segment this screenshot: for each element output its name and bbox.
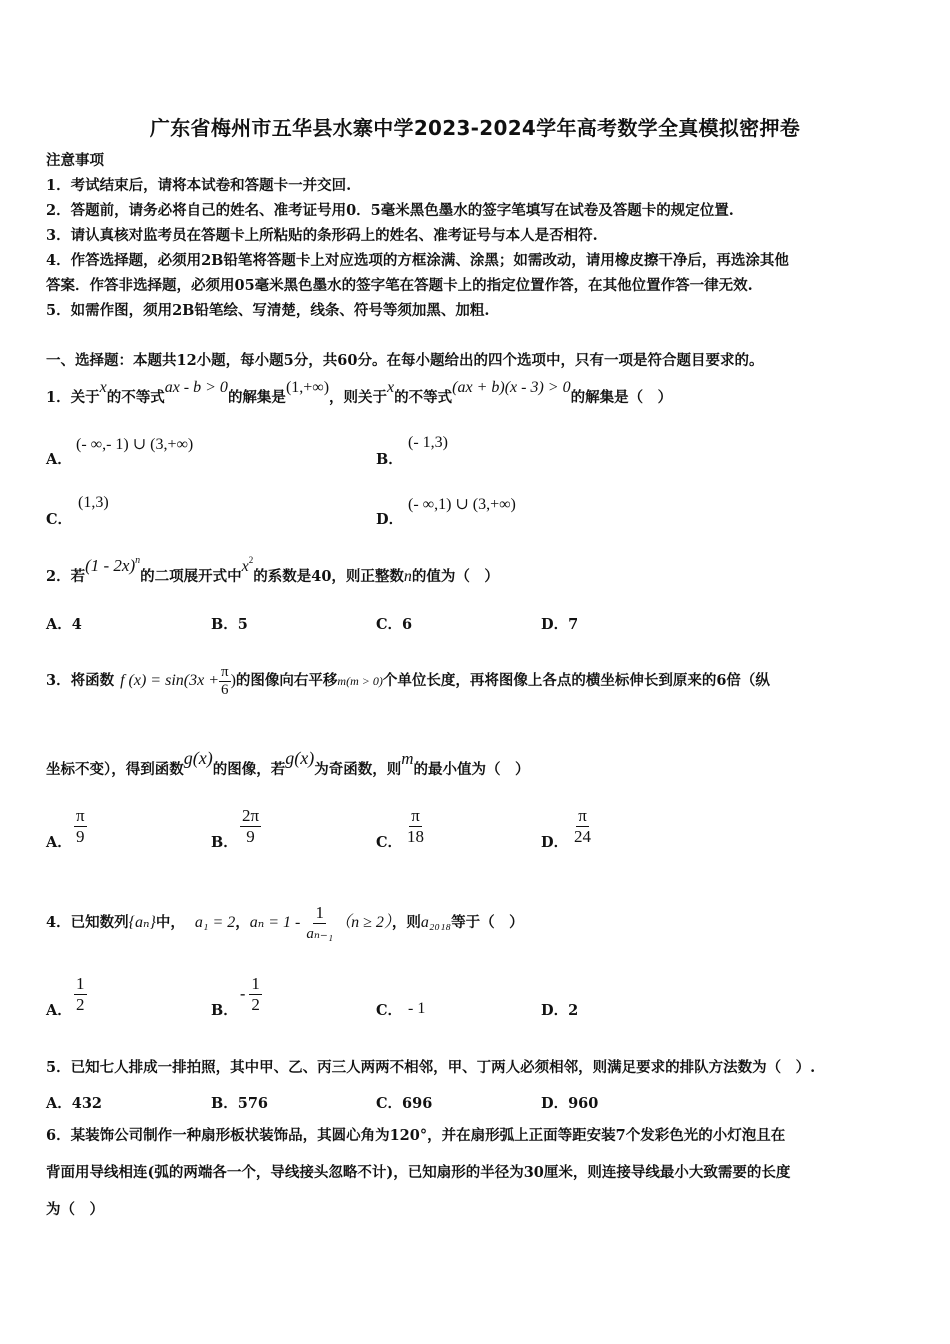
q4-condition: （n ≥ 2） [335,914,392,931]
question-3-stem-line-2 [46,748,530,780]
q3-text-7: 的最小值为（ ） [413,761,530,778]
question-3-stem-line-1 [46,660,770,702]
q3-option-d-value [572,806,593,847]
q4-option-d[interactable]: D．2 [541,1002,579,1019]
q1-inequality-1: ax - b > 0 [164,379,228,396]
q3-option-c-label[interactable]: C． [376,834,403,851]
q4-text-1: 4．已知数列 [46,914,129,931]
q2-option-d[interactable]: D．7 [541,616,579,633]
q4-text-4: 等于（ ） [451,914,524,931]
q3-option-c-value [405,806,426,847]
q3-text-2: 的图像向右平移 [235,672,338,689]
q3-pi-over-6 [219,664,231,699]
q3-b-num: 2π [242,806,260,825]
q4-a2018: a₂₀₁₈ [420,914,452,931]
q4-option-b-value [240,974,262,1015]
q4-recurrence: aₙ = 1 - [249,914,301,931]
q1-var-x-2: x [387,379,395,396]
q2-option-a[interactable]: A．4 [46,616,82,633]
section-heading: 一、选择题：本题共12小题，每小题5分，共60分。在每小题给出的四个选项中，只有一项是符合题目要求的。 [46,352,764,369]
q1-option-a-value: (- ∞,- 1) ∪ (3,+∞) [76,436,194,453]
q4-a-den: 2 [76,995,85,1014]
q3-a-den: 9 [76,827,85,846]
question-2-stem [46,555,499,589]
q1-option-b-value: (- 1,3) [408,434,448,451]
q1-text-6: 的解集是（ ） [570,389,673,406]
q2-term-exponent: 2 [248,555,254,565]
q5-option-d[interactable]: D．960 [541,1095,599,1112]
q4-frac-den: aₙ₋₁ [306,925,334,942]
q1-text-1: 1．关于 [46,389,100,406]
q3-option-b-value [240,806,261,847]
q3-option-a-label[interactable]: A． [46,834,72,851]
q3-text-5: 的图像，若 [212,761,286,778]
q3-c-den: 18 [407,827,424,846]
q4-a-num: 1 [76,974,85,993]
notice-item-3: 3．请认真核对监考员在答题卡上所粘贴的条形码上的姓名、准考证号与本人是否相符. [46,227,598,244]
q4-text-2: 中， [155,914,185,931]
q3-var-m: m [401,749,414,768]
notice-item-4-cont: 答案．作答非选择题，必须用05毫米黑色墨水的签字笔在答题卡上的指定位置作答，在其他位置作答一律无效. [46,277,753,294]
q1-text-3: 的解集是 [227,389,286,406]
q4-option-b-label[interactable]: B． [211,1002,238,1019]
q3-shift: m(m > 0) [337,674,383,688]
q1-text-4: ，则关于 [329,389,388,406]
q1-solution-set: (1,+∞) [285,379,330,396]
q3-option-b-label[interactable]: B． [211,834,238,851]
q1-option-c-label[interactable]: C． [46,511,73,528]
q4-a1: a₁ = 2 [194,914,236,931]
q4-option-c-value: - 1 [408,1000,426,1017]
q4-frac-num: 1 [315,902,324,922]
q3-text-4: 坐标不变），得到函数 [46,761,184,778]
question-6-line-3: 为（ ） [46,1201,104,1218]
q4-sequence: {aₙ} [128,914,156,931]
q4-comma: ， [235,914,250,931]
page-title: 广东省梅州市五华县水寨中学2023-2024学年高考数学全真模拟密押卷 [149,116,801,140]
q2-binomial: (1 - 2x) [85,556,136,575]
q1-text-5: 的不等式 [394,389,453,406]
q2-option-b[interactable]: B．5 [211,616,248,633]
q3-option-c-frac [405,806,426,847]
q1-option-c-value: (1,3) [78,494,109,511]
q3-option-a-value [74,806,87,847]
q3-b-den: 9 [246,827,255,846]
q4-option-b-frac [249,974,262,1015]
q4-option-a-frac [74,974,87,1015]
q1-option-a-label[interactable]: A． [46,451,72,468]
q2-text-3: 的系数是40，则正整数 [253,568,404,585]
q2-exponent: n [135,555,141,566]
q4-option-a-value [74,974,87,1015]
q3-option-d-frac [572,806,593,847]
q3-g-of-x: g(x) [183,748,213,768]
question-6-line-2: 背面用导线相连(弧的两端各一个，导线接头忽略不计)，已知扇形的半径为30厘米，则连接导线最小大致需要的长度 [46,1164,791,1181]
notice-heading: 注意事项 [46,152,104,169]
q3-option-a-frac [74,806,87,847]
q4-text-3: ，则 [391,914,421,931]
question-4-stem [46,893,524,953]
q3-d-num: π [578,806,587,825]
q4-recurrence-frac [304,903,335,944]
q4-option-a-label[interactable]: A． [46,1002,72,1019]
q2-option-c[interactable]: C．6 [376,616,413,633]
q4-option-c-label[interactable]: C． [376,1002,403,1019]
q1-option-d-value: (- ∞,1) ∪ (3,+∞) [408,496,516,513]
q4-b-neg: - [240,985,246,1003]
q5-option-a[interactable]: A．432 [46,1095,103,1112]
q3-c-num: π [411,806,420,825]
question-1-stem [46,379,673,408]
q1-inequality-2: (ax + b)(x - 3) > 0 [452,379,571,396]
q3-function: f (x) = sin(3x + [120,672,219,689]
q3-close-paren: ) [230,672,236,689]
q4-b-num: 1 [251,974,260,993]
q4-b-den: 2 [251,995,260,1014]
q2-text-2: 的二项展开式中 [140,568,242,585]
q3-a-num: π [76,806,85,825]
q1-option-b-label[interactable]: B． [376,451,403,468]
notice-item-1: 1．考试结束后，请将本试卷和答题卡一并交回. [46,177,352,194]
notice-item-5: 5．如需作图，须用2B铅笔绘、写清楚，线条、符号等须加黑、加粗. [46,302,490,319]
q3-text-1: 3．将函数 [46,672,115,689]
q2-text-4: 的值为（ ） [411,568,499,585]
q1-var-x: x [99,379,107,396]
notice-item-2: 2．答题前，请务必将自己的姓名、准考证号用0．5毫米黑色墨水的签字笔填写在试卷及答题卡的规定位置. [46,202,734,219]
q1-text-2: 的不等式 [106,389,165,406]
q2-var-n: n [403,568,412,585]
q3-option-b-frac [240,806,261,847]
q2-term: x [241,558,249,575]
q3-frac-num: π [221,663,229,680]
q3-text-6: 为奇函数，则 [314,761,402,778]
q3-frac-den: 6 [221,681,229,698]
q5-option-b[interactable]: B．576 [211,1095,269,1112]
q2-text-1: 2．若 [46,568,86,585]
q3-d-den: 24 [574,827,591,846]
q3-g-of-x-2: g(x) [285,748,315,768]
q3-text-3: 个单位长度，再将图像上各点的横坐标伸长到原来的6倍（纵 [382,672,770,689]
question-5-stem: 5．已知七人排成一排拍照，其中甲、乙、丙三人两两不相邻，甲、丁两人必须相邻，则满足要求的排队方法数为（ ）. [46,1059,816,1076]
notice-item-4: 4．作答选择题，必须用2B铅笔将答题卡上对应选项的方框涂满、涂黑；如需改动，请用橡皮擦干净后，再选涂其他 [46,252,789,269]
question-6-line-1: 6．某装饰公司制作一种扇形板状装饰品，其圆心角为120°，并在扇形弧上正面等距安装7个发彩色光的小灯泡且在 [46,1127,786,1144]
q3-option-d-label[interactable]: D． [541,834,569,851]
q5-option-c[interactable]: C．696 [376,1095,433,1112]
q1-option-d-label[interactable]: D． [376,511,404,528]
